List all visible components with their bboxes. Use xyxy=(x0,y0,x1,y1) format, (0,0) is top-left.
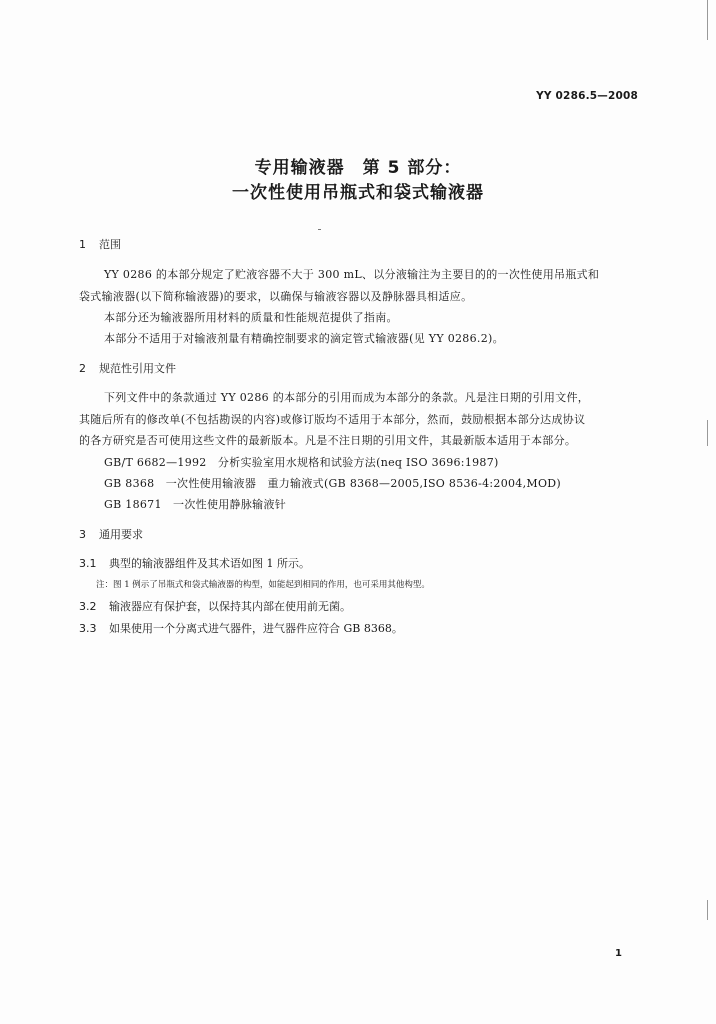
scan-edge-mark xyxy=(707,420,708,446)
clause-text: 输液器应有保护套，以保持其内部在使用前无菌。 xyxy=(109,600,351,613)
clause-3-1 xyxy=(79,555,310,571)
section-2-paragraph-line-3: 的各方研究是否可使用这些文件的最新版本。凡是不注日期的引用文件，其最新版本适用于本部分。 xyxy=(79,434,577,447)
section-number: 3 xyxy=(79,528,86,541)
reference-item: GB 8368 一次性使用输液器 重力输液式(GB 8368—2005,ISO 8536-4:2004,MOD) xyxy=(104,477,561,490)
scan-mark xyxy=(318,229,321,230)
section-2-paragraph-line-2: 其随后所有的修改单(不包括勘误的内容)或修订版均不适用于本部分，然而，鼓励根据本部分达成协议 xyxy=(79,413,586,426)
section-1-paragraph-1-line-2: 袋式输液器(以下简称输液器)的要求，以确保与输液容器以及静脉器具相适应。 xyxy=(79,290,473,303)
section-number: 1 xyxy=(79,238,86,251)
clause-3-2 xyxy=(79,598,351,614)
clause-3-3 xyxy=(79,620,403,636)
clause-number: 3.3 xyxy=(79,622,97,635)
clause-number: 3.1 xyxy=(79,557,97,570)
section-1-paragraph-2: 本部分还为输液器所用材料的质量和性能规范提供了指南。 xyxy=(104,311,398,324)
section-1-heading xyxy=(79,236,121,252)
section-3-heading xyxy=(79,526,143,542)
section-number: 2 xyxy=(79,362,86,375)
section-2-heading xyxy=(79,360,176,376)
document-title-line-1: 专用输液器 第 5 部分： xyxy=(254,158,462,178)
page-number: 1 xyxy=(615,948,622,959)
section-2-paragraph-line-1: 下列文件中的条款通过 YY 0286 的本部分的引用而成为本部分的条款。凡是注日期的引用文件， xyxy=(104,391,590,404)
section-title: 范围 xyxy=(99,238,121,251)
clause-number: 3.2 xyxy=(79,600,97,613)
clause-text: 典型的输液器组件及其术语如图 1 所示。 xyxy=(109,557,310,570)
section-title: 通用要求 xyxy=(99,528,143,541)
scan-edge-mark xyxy=(707,900,708,920)
section-title: 规范性引用文件 xyxy=(99,362,176,375)
reference-item: GB 18671 一次性使用静脉输液针 xyxy=(104,498,287,511)
section-1-paragraph-1-line-1: YY 0286 的本部分规定了贮液容器不大于 300 mL、以分液输注为主要目的的一次性使用吊瓶式和 xyxy=(104,268,600,281)
section-1-paragraph-3: 本部分不适用于对输液剂量有精确控制要求的滴定管式输液器(见 YY 0286.2)。 xyxy=(104,332,504,345)
standard-code: YY 0286.5—2008 xyxy=(536,90,638,102)
clause-text: 如果使用一个分离式进气器件，进气器件应符合 GB 8368。 xyxy=(109,622,403,635)
note-text: 注：图 1 例示了吊瓶式和袋式输液器的构型，如能起到相同的作用，也可采用其他构型。 xyxy=(96,580,430,590)
document-title-line-2: 一次性使用吊瓶式和袋式输液器 xyxy=(232,183,484,203)
scan-edge-mark xyxy=(707,0,708,40)
reference-item: GB/T 6682—1992 分析实验室用水规格和试验方法(neq ISO 3696:1987) xyxy=(104,456,499,469)
